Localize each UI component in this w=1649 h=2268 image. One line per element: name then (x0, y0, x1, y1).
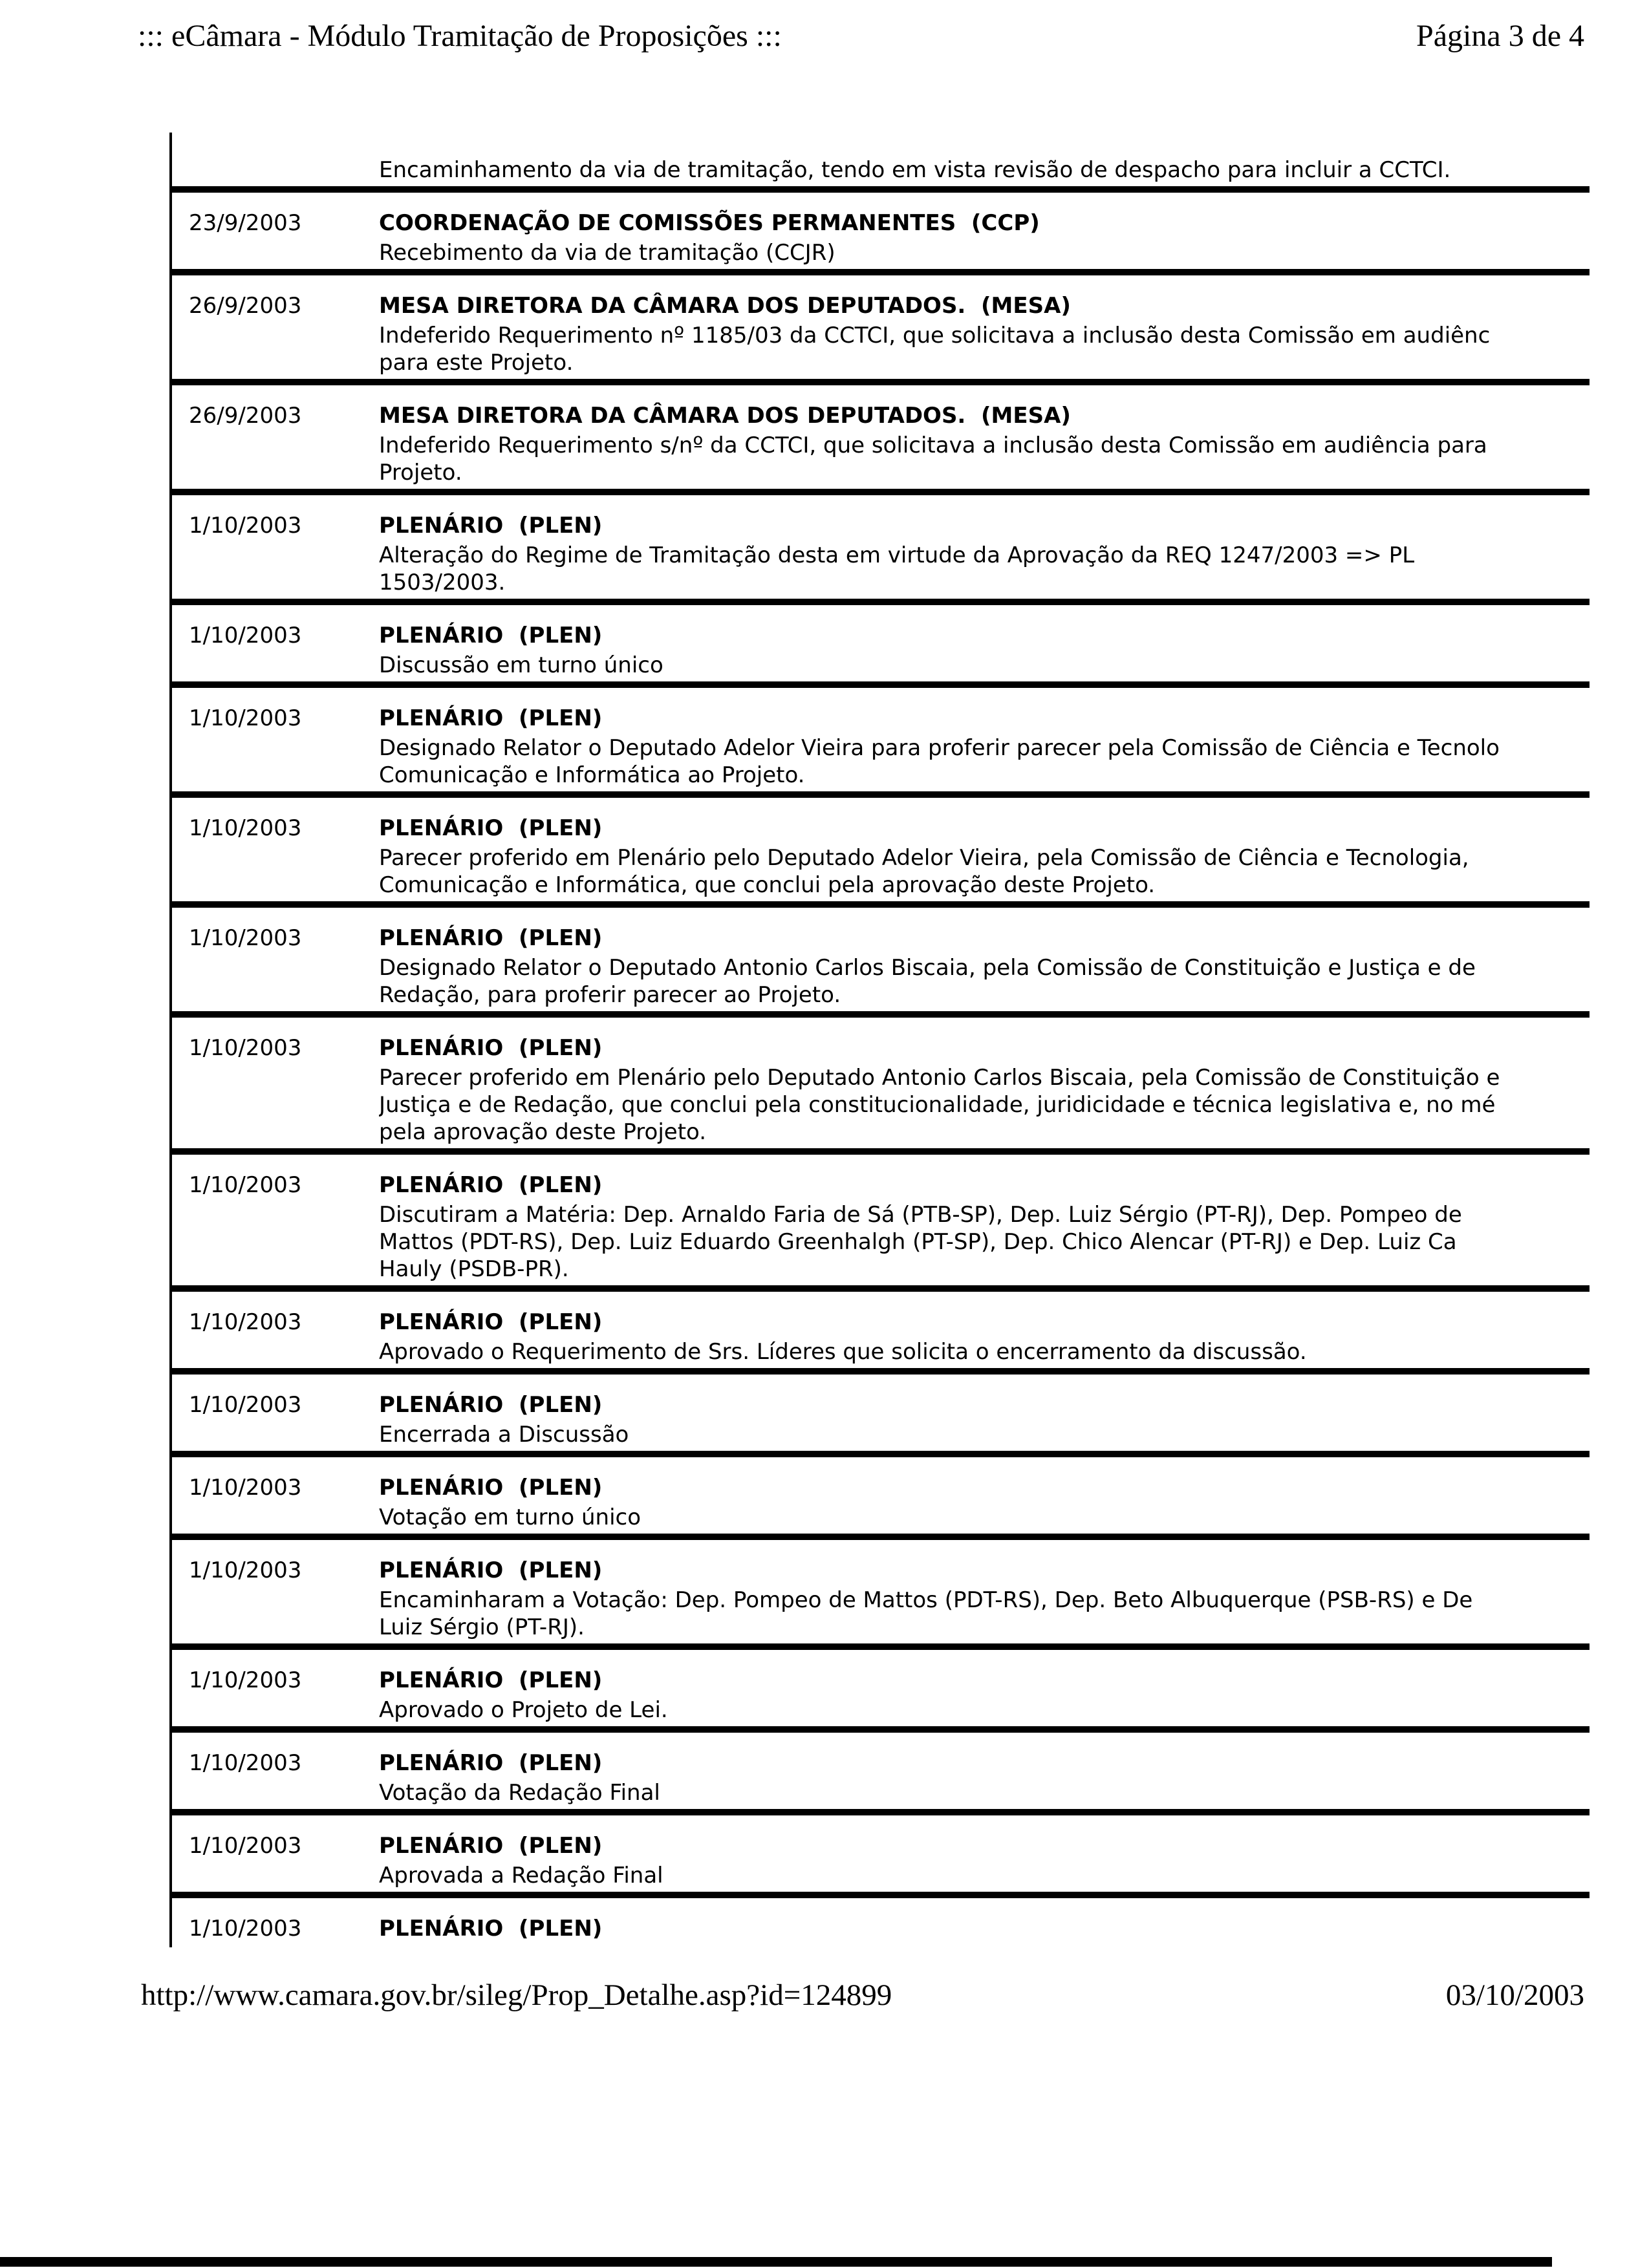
row-organ-heading: PLENÁRIO (PLEN) (379, 705, 603, 731)
row-organ-heading: PLENÁRIO (PLEN) (379, 1035, 603, 1061)
print-header (138, 18, 1584, 54)
row-description (379, 1749, 1590, 1806)
row-description (379, 1915, 1590, 1945)
description-line: Votação em turno único (379, 1504, 641, 1530)
row-description (379, 1034, 1590, 1146)
description-line: Alteração do Regime de Tramitação desta em virtude da Aprovação da REQ 1247/2003 => PL (379, 542, 1415, 568)
row-organ-heading: PLENÁRIO (PLEN) (379, 1833, 603, 1859)
row-date: 1/10/2003 (189, 705, 302, 731)
description-line: Recebimento da via de tramitação (CCJR) (379, 240, 835, 266)
row-date: 1/10/2003 (189, 1172, 302, 1198)
description-line: Discussão em turno único (379, 652, 663, 678)
description-line: 1503/2003. (379, 570, 506, 595)
document-title: ::: eCâmara - Módulo Tramitação de Proposições ::: (138, 19, 782, 53)
tramitation-table (169, 133, 1590, 1947)
row-description (379, 1171, 1590, 1283)
description-line: Designado Relator o Deputado Antonio Carlos Biscaia, pela Comissão de Constituição e Justiça e de (379, 955, 1476, 981)
row-organ-heading: MESA DIRETORA DA CÂMARA DOS DEPUTADOS. (MESA) (379, 293, 1071, 319)
row-date: 1/10/2003 (189, 925, 302, 951)
row-date: 1/10/2003 (189, 1309, 302, 1335)
table-row (172, 193, 1590, 275)
description-line: Aprovado o Requerimento de Srs. Líderes que solicita o encerramento da discussão. (379, 1339, 1307, 1365)
row-description (379, 1474, 1590, 1531)
description-line: Encerrada a Discussão (379, 1422, 629, 1448)
description-line: Discutiram a Matéria: Dep. Arnaldo Faria de Sá (PTB-SP), Dep. Luiz Sérgio (PT-RJ), Dep. Pompeo de (379, 1202, 1462, 1228)
table-row (172, 1815, 1590, 1898)
row-date: 1/10/2003 (189, 623, 302, 648)
row-organ-heading: PLENÁRIO (PLEN) (379, 1750, 603, 1776)
description-line: para este Projeto. (379, 350, 574, 376)
row-organ-heading: PLENÁRIO (PLEN) (379, 623, 603, 648)
row-organ-heading: PLENÁRIO (PLEN) (379, 925, 603, 951)
row-description (379, 705, 1590, 789)
row-description (379, 1309, 1590, 1365)
description-line: Designado Relator o Deputado Adelor Vieira para proferir parecer pela Comissão de Ciência e Tecnolo (379, 735, 1500, 761)
description-line: Encaminharam a Votação: Dep. Pompeo de Mattos (PDT-RS), Dep. Beto Albuquerque (PSB-RS) e De (379, 1587, 1473, 1613)
row-organ-heading: PLENÁRIO (PLEN) (379, 1916, 603, 1942)
row-date: 23/9/2003 (189, 210, 302, 236)
table-row (172, 495, 1590, 605)
description-line: Projeto. (379, 460, 462, 486)
table-row (172, 275, 1590, 385)
description-line: Parecer proferido em Plenário pelo Deputado Antonio Carlos Biscaia, pela Comissão de Constituição e (379, 1065, 1500, 1091)
description-line: Hauly (PSDB-PR). (379, 1256, 569, 1282)
row-description (379, 156, 1590, 184)
description-line: Mattos (PDT-RS), Dep. Luiz Eduardo Greenhalgh (PT-SP), Dep. Chico Alencar (PT-RJ) e Dep. Luiz Ca (379, 1229, 1457, 1255)
scan-artifact-bar (0, 2257, 1552, 2267)
row-description (379, 1667, 1590, 1724)
page-number: Página 3 de 4 (1416, 19, 1584, 53)
row-date: 1/10/2003 (189, 1475, 302, 1501)
description-line: Aprovada a Redação Final (379, 1863, 663, 1888)
row-description (379, 1557, 1590, 1641)
row-date: 1/10/2003 (189, 1750, 302, 1776)
row-organ-heading: PLENÁRIO (PLEN) (379, 513, 603, 539)
row-description (379, 1832, 1590, 1889)
row-description (379, 622, 1590, 679)
row-organ-heading: MESA DIRETORA DA CÂMARA DOS DEPUTADOS. (MESA) (379, 403, 1071, 429)
row-organ-heading: PLENÁRIO (PLEN) (379, 1557, 603, 1583)
row-date: 1/10/2003 (189, 1833, 302, 1859)
description-line: Encaminhamento da via de tramitação, tendo em vista revisão de despacho para incluir a CCTCI. (379, 157, 1451, 183)
row-description (379, 209, 1590, 266)
description-line: Redação, para proferir parecer ao Projeto. (379, 982, 841, 1008)
row-organ-heading: PLENÁRIO (PLEN) (379, 1172, 603, 1198)
row-date: 1/10/2003 (189, 1667, 302, 1693)
row-date: 1/10/2003 (189, 513, 302, 539)
row-description (379, 512, 1590, 596)
row-date: 1/10/2003 (189, 1916, 302, 1942)
description-line: Aprovado o Projeto de Lei. (379, 1697, 668, 1723)
table-row (172, 1375, 1590, 1457)
row-description (379, 925, 1590, 1009)
row-description (379, 402, 1590, 486)
table-row (172, 798, 1590, 908)
table-row (172, 1898, 1590, 1947)
table-row (172, 908, 1590, 1018)
print-date: 03/10/2003 (1445, 1978, 1584, 2012)
row-organ-heading: PLENÁRIO (PLEN) (379, 1475, 603, 1501)
row-description (379, 815, 1590, 899)
row-date: 1/10/2003 (189, 1557, 302, 1583)
description-line: Parecer proferido em Plenário pelo Deputado Adelor Vieira, pela Comissão de Ciência e Tecnologia, (379, 845, 1469, 871)
row-date: 1/10/2003 (189, 815, 302, 841)
row-description (379, 292, 1590, 376)
description-line: pela aprovação deste Projeto. (379, 1119, 707, 1145)
table-row (172, 1155, 1590, 1292)
table-row (172, 1733, 1590, 1815)
table-row (172, 1540, 1590, 1650)
table-row (172, 688, 1590, 798)
table-row (172, 385, 1590, 495)
row-date: 1/10/2003 (189, 1392, 302, 1418)
description-line: Comunicação e Informática, que conclui pela aprovação deste Projeto. (379, 872, 1156, 898)
table-row (172, 1650, 1590, 1733)
table-row (172, 605, 1590, 688)
row-organ-heading: PLENÁRIO (PLEN) (379, 1392, 603, 1418)
row-organ-heading: PLENÁRIO (PLEN) (379, 815, 603, 841)
print-footer (141, 1977, 1584, 2013)
row-date: 1/10/2003 (189, 1035, 302, 1061)
description-line: Luiz Sérgio (PT-RJ). (379, 1614, 585, 1640)
row-organ-heading: PLENÁRIO (PLEN) (379, 1309, 603, 1335)
source-url: http://www.camara.gov.br/sileg/Prop_Detalhe.asp?id=124899 (141, 1978, 892, 2012)
description-line: Comunicação e Informática ao Projeto. (379, 762, 805, 788)
row-date: 26/9/2003 (189, 403, 302, 429)
row-description (379, 1391, 1590, 1448)
description-line: Indeferido Requerimento s/nº da CCTCI, que solicitava a inclusão desta Comissão em audiência para (379, 433, 1487, 458)
table-row (172, 1292, 1590, 1375)
table-row (172, 1018, 1590, 1155)
row-organ-heading: COORDENAÇÃO DE COMISSÕES PERMANENTES (CCP) (379, 210, 1040, 236)
description-line: Justiça e de Redação, que conclui pela constitucionalidade, juridicidade e técnica legislativa e, no mé (379, 1092, 1496, 1118)
table-row (172, 1457, 1590, 1540)
description-line: Indeferido Requerimento nº 1185/03 da CCTCI, que solicitava a inclusão desta Comissão em audiênc (379, 323, 1491, 348)
row-date: 26/9/2003 (189, 293, 302, 319)
table-row (172, 133, 1590, 193)
description-line: Votação da Redação Final (379, 1780, 660, 1806)
row-organ-heading: PLENÁRIO (PLEN) (379, 1667, 603, 1693)
